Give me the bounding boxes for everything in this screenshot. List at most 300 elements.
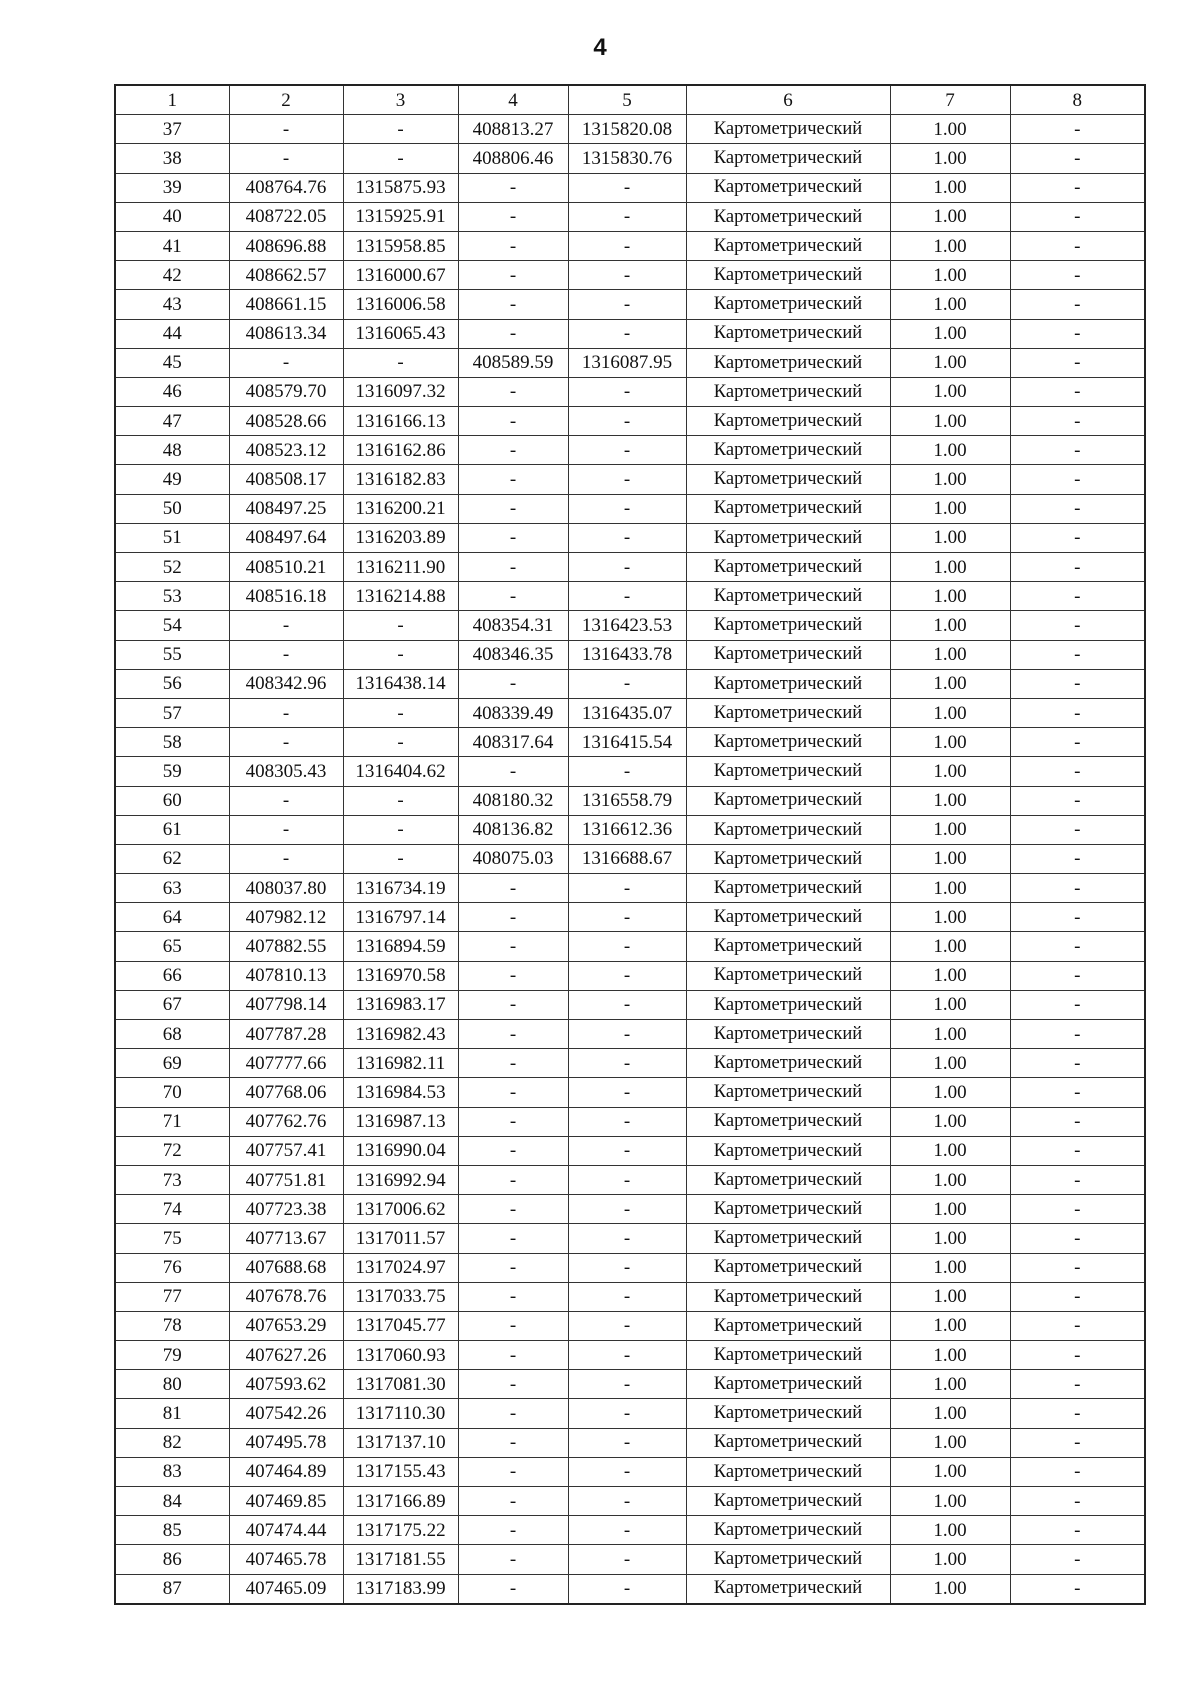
table-cell: - [568,465,686,494]
table-cell: Картометрический [686,523,890,552]
table-row [115,231,1145,260]
table-cell: - [458,1457,568,1486]
table-cell: - [343,348,458,377]
table-cell: - [568,290,686,319]
table-cell: 408354.31 [458,611,568,640]
table-cell: 1.00 [890,1516,1010,1545]
table-cell: 55 [115,640,229,669]
table-cell: 1315830.76 [568,144,686,173]
table-cell: 1316423.53 [568,611,686,640]
table-cell: - [458,523,568,552]
table-cell: - [1010,1224,1145,1253]
table-cell: - [458,1136,568,1165]
table-row [115,844,1145,873]
table-cell: 1317006.62 [343,1195,458,1224]
table-cell: - [229,640,343,669]
table-cell: 63 [115,874,229,903]
table-row [115,377,1145,406]
table-cell: 408662.57 [229,261,343,290]
table-cell: 1.00 [890,961,1010,990]
table-cell: 408613.34 [229,319,343,348]
table-cell: 1317081.30 [343,1370,458,1399]
table-cell: - [458,407,568,436]
table-cell: - [568,903,686,932]
table-cell: 1317155.43 [343,1457,458,1486]
table-cell: - [343,144,458,173]
table-cell: - [1010,1428,1145,1457]
table-cell: - [343,640,458,669]
coordinates-table [114,84,1146,1605]
table-cell: 77 [115,1282,229,1311]
table-row [115,1341,1145,1370]
table-cell: - [1010,640,1145,669]
table-cell: 1.00 [890,1165,1010,1194]
table-row [115,494,1145,523]
table-cell: 1.00 [890,115,1010,144]
table-cell: 1.00 [890,640,1010,669]
table-cell: 1.00 [890,523,1010,552]
table-cell: - [568,582,686,611]
table-cell: - [1010,465,1145,494]
table-cell: 1316006.58 [343,290,458,319]
table-cell: Картометрический [686,1341,890,1370]
table-cell: 1.00 [890,1311,1010,1340]
table-cell: - [458,1253,568,1282]
table-cell: - [1010,115,1145,144]
table-cell: - [458,961,568,990]
table-row [115,757,1145,786]
table-cell: 53 [115,582,229,611]
table-cell: - [1010,990,1145,1019]
table-cell: - [1010,202,1145,231]
table-cell: - [343,728,458,757]
table-cell: Картометрический [686,669,890,698]
table-cell: Картометрический [686,348,890,377]
table-cell: Картометрический [686,436,890,465]
table-row [115,436,1145,465]
table-cell: 1.00 [890,144,1010,173]
table-cell: Картометрический [686,844,890,873]
table-cell: - [458,1516,568,1545]
table-cell: 42 [115,261,229,290]
table-cell: 407777.66 [229,1049,343,1078]
table-cell: 69 [115,1049,229,1078]
table-cell: - [229,815,343,844]
table-cell: 408579.70 [229,377,343,406]
table-cell: 73 [115,1165,229,1194]
table-cell: - [458,582,568,611]
table-cell: Картометрический [686,757,890,786]
table-cell: Картометрический [686,903,890,932]
table-row [115,553,1145,582]
table-cell: - [343,815,458,844]
table-cell: 1316688.67 [568,844,686,873]
table-cell: - [1010,523,1145,552]
table-row [115,815,1145,844]
table-cell: 408075.03 [458,844,568,873]
table-cell: Картометрический [686,582,890,611]
table-cell: 1.00 [890,728,1010,757]
table-cell: 1.00 [890,173,1010,202]
table-cell: Картометрический [686,1311,890,1340]
table-cell: - [458,261,568,290]
table-cell: Картометрический [686,377,890,406]
table-cell: - [1010,1574,1145,1604]
table-cell: - [1010,1049,1145,1078]
table-cell: - [1010,728,1145,757]
table-cell: 1.00 [890,436,1010,465]
table-cell: 1.00 [890,1487,1010,1516]
table-cell: - [458,1545,568,1574]
table-row [115,465,1145,494]
table-row [115,1428,1145,1457]
table-row [115,1195,1145,1224]
table-cell: 1317183.99 [343,1574,458,1604]
table-cell: Картометрический [686,932,890,961]
table-cell: 1.00 [890,1399,1010,1428]
table-cell: 1316983.17 [343,990,458,1019]
table-cell: Картометрический [686,640,890,669]
table-cell: 407982.12 [229,903,343,932]
table-cell: 45 [115,348,229,377]
table-cell: 1316203.89 [343,523,458,552]
table-cell: - [1010,611,1145,640]
table-cell: 407653.29 [229,1311,343,1340]
table-row [115,1136,1145,1165]
table-cell: - [458,1311,568,1340]
column-header: 6 [686,85,890,115]
table-row [115,640,1145,669]
table-row [115,961,1145,990]
table-cell: - [1010,407,1145,436]
table-cell: - [568,1428,686,1457]
table-row [115,523,1145,552]
table-cell: Картометрический [686,874,890,903]
table-cell: Картометрический [686,1457,890,1486]
table-cell: 1.00 [890,844,1010,873]
table-cell: - [568,1253,686,1282]
table-cell: 1315875.93 [343,173,458,202]
column-header: 7 [890,85,1010,115]
table-row [115,990,1145,1019]
table-cell: 56 [115,669,229,698]
table-cell: Картометрический [686,1428,890,1457]
table-cell: - [458,1195,568,1224]
table-cell: Картометрический [686,1253,890,1282]
table-cell: - [343,115,458,144]
table-cell: 408764.76 [229,173,343,202]
table-cell: 1316435.07 [568,698,686,727]
table-cell: - [1010,1078,1145,1107]
table-cell: Картометрический [686,290,890,319]
table-cell: Картометрический [686,1370,890,1399]
table-row [115,1107,1145,1136]
table-cell: 1.00 [890,1049,1010,1078]
table-cell: - [568,1457,686,1486]
table-cell: 408339.49 [458,698,568,727]
table-cell: 1.00 [890,465,1010,494]
table-cell: - [568,1107,686,1136]
table-cell: - [458,1282,568,1311]
table-cell: 1.00 [890,261,1010,290]
table-cell: 408342.96 [229,669,343,698]
table-row [115,1370,1145,1399]
table-cell: - [343,611,458,640]
table-cell: 408661.15 [229,290,343,319]
table-cell: 408508.17 [229,465,343,494]
table-cell: - [343,698,458,727]
table-cell: 1316200.21 [343,494,458,523]
table-row [115,698,1145,727]
table-cell: 1316987.13 [343,1107,458,1136]
table-cell: 1316984.53 [343,1078,458,1107]
table-cell: 1317166.89 [343,1487,458,1516]
table-cell: - [1010,815,1145,844]
table-cell: 407678.76 [229,1282,343,1311]
table-cell: 1.00 [890,1574,1010,1604]
table-cell: 80 [115,1370,229,1399]
table-body [115,115,1145,1604]
table-cell: 408528.66 [229,407,343,436]
table-cell: - [229,115,343,144]
table-cell: - [1010,436,1145,465]
table-cell: - [1010,261,1145,290]
table-cell: 1.00 [890,290,1010,319]
table-cell: 1316992.94 [343,1165,458,1194]
table-cell: 57 [115,698,229,727]
table-cell: - [568,1049,686,1078]
table-cell: 408510.21 [229,553,343,582]
table-cell: Картометрический [686,202,890,231]
table-cell: 1317110.30 [343,1399,458,1428]
table-cell: - [343,844,458,873]
table-cell: Картометрический [686,1136,890,1165]
table-cell: Картометрический [686,728,890,757]
table-cell: - [1010,582,1145,611]
table-cell: Картометрический [686,1545,890,1574]
table-cell: 1316894.59 [343,932,458,961]
table-cell: - [1010,903,1145,932]
table-cell: - [458,932,568,961]
table-cell: - [458,1224,568,1253]
table-cell: 1316990.04 [343,1136,458,1165]
table-cell: 1.00 [890,1428,1010,1457]
table-cell: 81 [115,1399,229,1428]
table-cell: - [568,961,686,990]
table-cell: - [568,261,686,290]
table-cell: 1.00 [890,698,1010,727]
table-cell: - [1010,1282,1145,1311]
table-cell: - [458,1574,568,1604]
table-cell: - [1010,377,1145,406]
table-cell: - [568,436,686,465]
table-cell: 1316162.86 [343,436,458,465]
table-cell: 59 [115,757,229,786]
table-cell: Картометрический [686,1487,890,1516]
table-cell: Картометрический [686,1574,890,1604]
table-row [115,1399,1145,1428]
table-cell: 1.00 [890,377,1010,406]
table-cell: - [568,757,686,786]
table-cell: 41 [115,231,229,260]
table-cell: - [1010,757,1145,786]
table-cell: 408346.35 [458,640,568,669]
table-cell: - [229,786,343,815]
table-cell: 60 [115,786,229,815]
table-cell: 1316558.79 [568,786,686,815]
table-cell: 407882.55 [229,932,343,961]
table-cell: 48 [115,436,229,465]
table-cell: 1317137.10 [343,1428,458,1457]
table-cell: - [568,1341,686,1370]
table-cell: Картометрический [686,1107,890,1136]
table-cell: 68 [115,1020,229,1049]
table-cell: - [1010,231,1145,260]
table-cell: 75 [115,1224,229,1253]
table-cell: - [229,844,343,873]
table-cell: 85 [115,1516,229,1545]
table-cell: - [568,319,686,348]
table-cell: 78 [115,1311,229,1340]
table-cell: 1316065.43 [343,319,458,348]
table-cell: 1.00 [890,1457,1010,1486]
table-cell: 1316087.95 [568,348,686,377]
table-cell: 61 [115,815,229,844]
table-cell: - [568,1516,686,1545]
table-cell: Картометрический [686,261,890,290]
table-row [115,1457,1145,1486]
table-cell: 407469.85 [229,1487,343,1516]
table-cell: Картометрический [686,698,890,727]
table-cell: 1.00 [890,903,1010,932]
table-cell: - [1010,1165,1145,1194]
table-cell: 408136.82 [458,815,568,844]
table-cell: 1.00 [890,1224,1010,1253]
table-cell: 67 [115,990,229,1019]
table-cell: 1316182.83 [343,465,458,494]
column-header: 5 [568,85,686,115]
table-cell: - [458,465,568,494]
table-cell: 407798.14 [229,990,343,1019]
table-row [115,1224,1145,1253]
table-cell: 1315958.85 [343,231,458,260]
table-cell: - [568,1399,686,1428]
table-cell: 407542.26 [229,1399,343,1428]
table-cell: - [458,290,568,319]
table-cell: 1316097.32 [343,377,458,406]
table-cell: - [458,1370,568,1399]
table-cell: - [1010,1457,1145,1486]
table-cell: 1316982.11 [343,1049,458,1078]
table-cell: - [458,903,568,932]
table-cell: - [458,1020,568,1049]
table-cell: 38 [115,144,229,173]
table-cell: 408497.25 [229,494,343,523]
table-cell: - [458,1078,568,1107]
table-cell: Картометрический [686,231,890,260]
table-cell: 407787.28 [229,1020,343,1049]
table-cell: Картометрический [686,1049,890,1078]
table-cell: 407762.76 [229,1107,343,1136]
table-cell: - [458,202,568,231]
table-cell: Картометрический [686,465,890,494]
table-cell: 50 [115,494,229,523]
table-cell: - [1010,553,1145,582]
table-cell: 46 [115,377,229,406]
table-cell: - [568,231,686,260]
table-cell: - [1010,1516,1145,1545]
table-cell: 1316970.58 [343,961,458,990]
table-row [115,669,1145,698]
table-row [115,1020,1145,1049]
table-cell: 407465.09 [229,1574,343,1604]
table-cell: - [458,1165,568,1194]
table-cell: 47 [115,407,229,436]
table-cell: - [229,348,343,377]
table-cell: - [458,1107,568,1136]
table-header-row [115,85,1145,115]
table-cell: - [1010,290,1145,319]
table-cell: 408317.64 [458,728,568,757]
table-cell: 70 [115,1078,229,1107]
table-cell: - [229,144,343,173]
table-cell: 407593.62 [229,1370,343,1399]
table-cell: 1316404.62 [343,757,458,786]
table-cell: 407495.78 [229,1428,343,1457]
table-cell: 1316982.43 [343,1020,458,1049]
table-cell: 37 [115,115,229,144]
table-cell: 1.00 [890,990,1010,1019]
table-cell: - [568,1078,686,1107]
table-cell: 1.00 [890,1195,1010,1224]
table-cell: 1315925.91 [343,202,458,231]
table-cell: 1.00 [890,1107,1010,1136]
table-row [115,874,1145,903]
table-row [115,173,1145,202]
table-cell: 1316166.13 [343,407,458,436]
table-cell: Картометрический [686,144,890,173]
table-cell: 74 [115,1195,229,1224]
table-cell: - [458,1049,568,1078]
table-cell: 1.00 [890,669,1010,698]
table-cell: - [568,553,686,582]
table-cell: - [343,786,458,815]
table-cell: 1316415.54 [568,728,686,757]
table-cell: 407627.26 [229,1341,343,1370]
table-row [115,348,1145,377]
table-cell: - [568,523,686,552]
table-cell: - [458,377,568,406]
table-cell: 1.00 [890,348,1010,377]
table-cell: 84 [115,1487,229,1516]
table-row [115,786,1145,815]
table-cell: - [1010,669,1145,698]
table-cell: 407810.13 [229,961,343,990]
table-cell: - [1010,1020,1145,1049]
table-cell: 72 [115,1136,229,1165]
table-cell: - [1010,844,1145,873]
table-cell: - [568,1311,686,1340]
table-row [115,1282,1145,1311]
table-row [115,582,1145,611]
table-cell: - [1010,1545,1145,1574]
table-cell: Картометрический [686,1078,890,1107]
table-cell: 1.00 [890,1282,1010,1311]
table-cell: 82 [115,1428,229,1457]
column-header: 2 [229,85,343,115]
table-cell: 1.00 [890,231,1010,260]
table-cell: 62 [115,844,229,873]
